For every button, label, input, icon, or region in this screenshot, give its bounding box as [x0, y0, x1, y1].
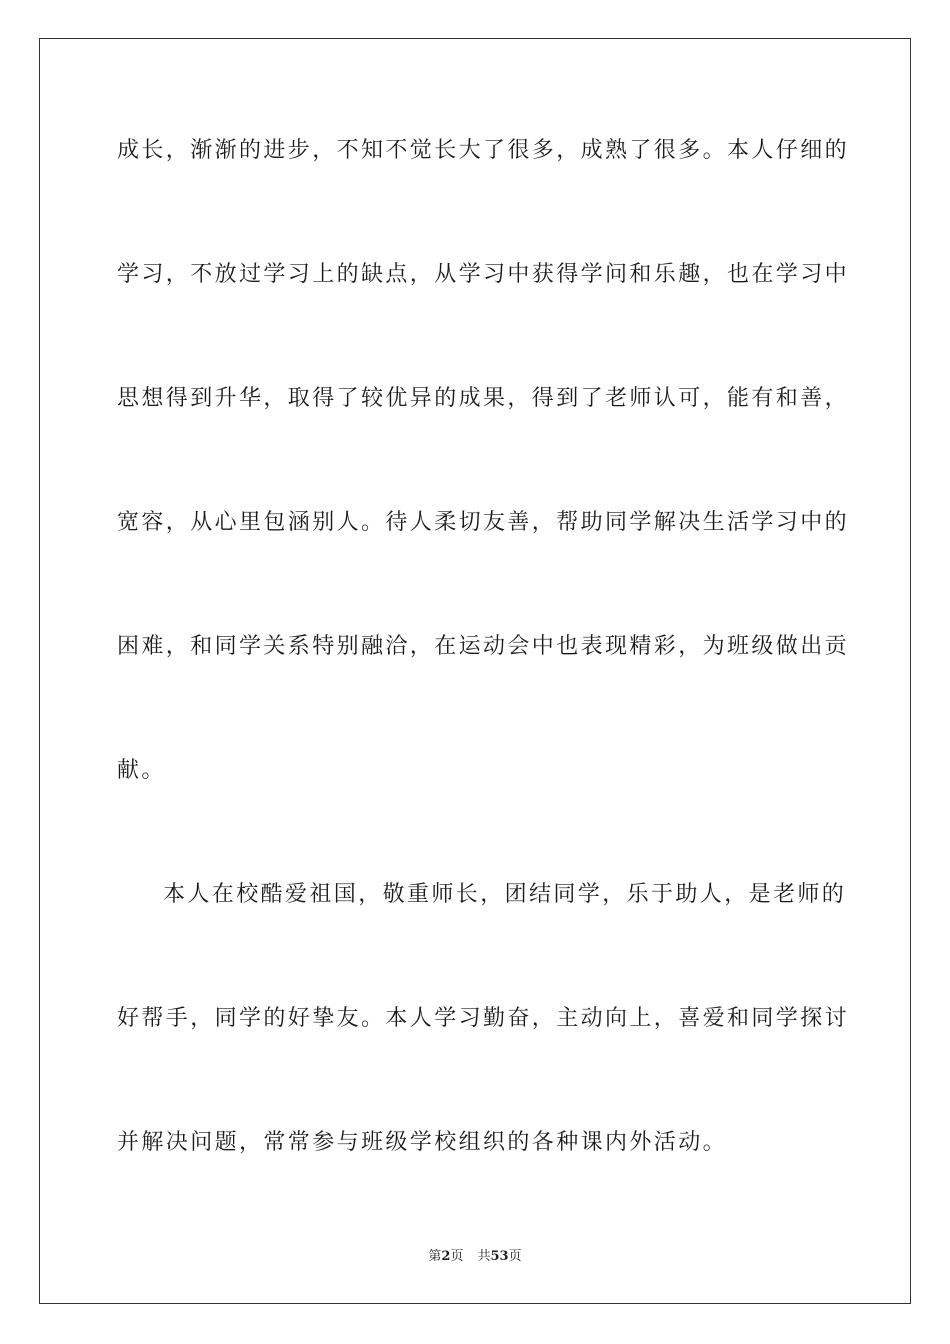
paragraph-line-4: 宽容，从心里包涵别人。待人柔切友善，帮助同学解决生活学习中的 [117, 510, 850, 535]
paragraph-line-5: 困难，和同学关系特别融洽，在运动会中也表现精彩，为班级做出贡 [117, 634, 850, 659]
paragraph-2-line-2: 好帮手，同学的好挚友。本人学习勤奋，主动向上，喜爱和同学探讨 [117, 1006, 850, 1031]
page-prefix: 第 [428, 1249, 442, 1264]
paragraph-line-3: 思想得到升华，取得了较优异的成果，得到了老师认可，能有和善， [117, 386, 850, 411]
paragraph-line-1: 成长，渐渐的进步，不知不觉长大了很多，成熟了很多。本人仔细的 [117, 138, 850, 163]
page-border [39, 38, 911, 1304]
total-suffix: 页 [508, 1249, 522, 1264]
paragraph-2-line-1: 本人在校酷爱祖国，敬重师长，团结同学，乐于助人，是老师的 [163, 882, 847, 907]
paragraph-2-line-3: 并解决问题，常常参与班级学校组织的各种课内外活动。 [117, 1130, 728, 1155]
page-footer [0, 1249, 950, 1265]
paragraph-line-6: 献。 [117, 758, 166, 783]
total-pages: 53 [490, 1249, 509, 1264]
total-prefix: 共 [477, 1249, 491, 1264]
paragraph-line-2: 学习，不放过学习上的缺点，从学习中获得学问和乐趣，也在学习中 [117, 262, 850, 287]
page-suffix: 页 [450, 1249, 464, 1264]
page-number: 2 [441, 1249, 451, 1264]
